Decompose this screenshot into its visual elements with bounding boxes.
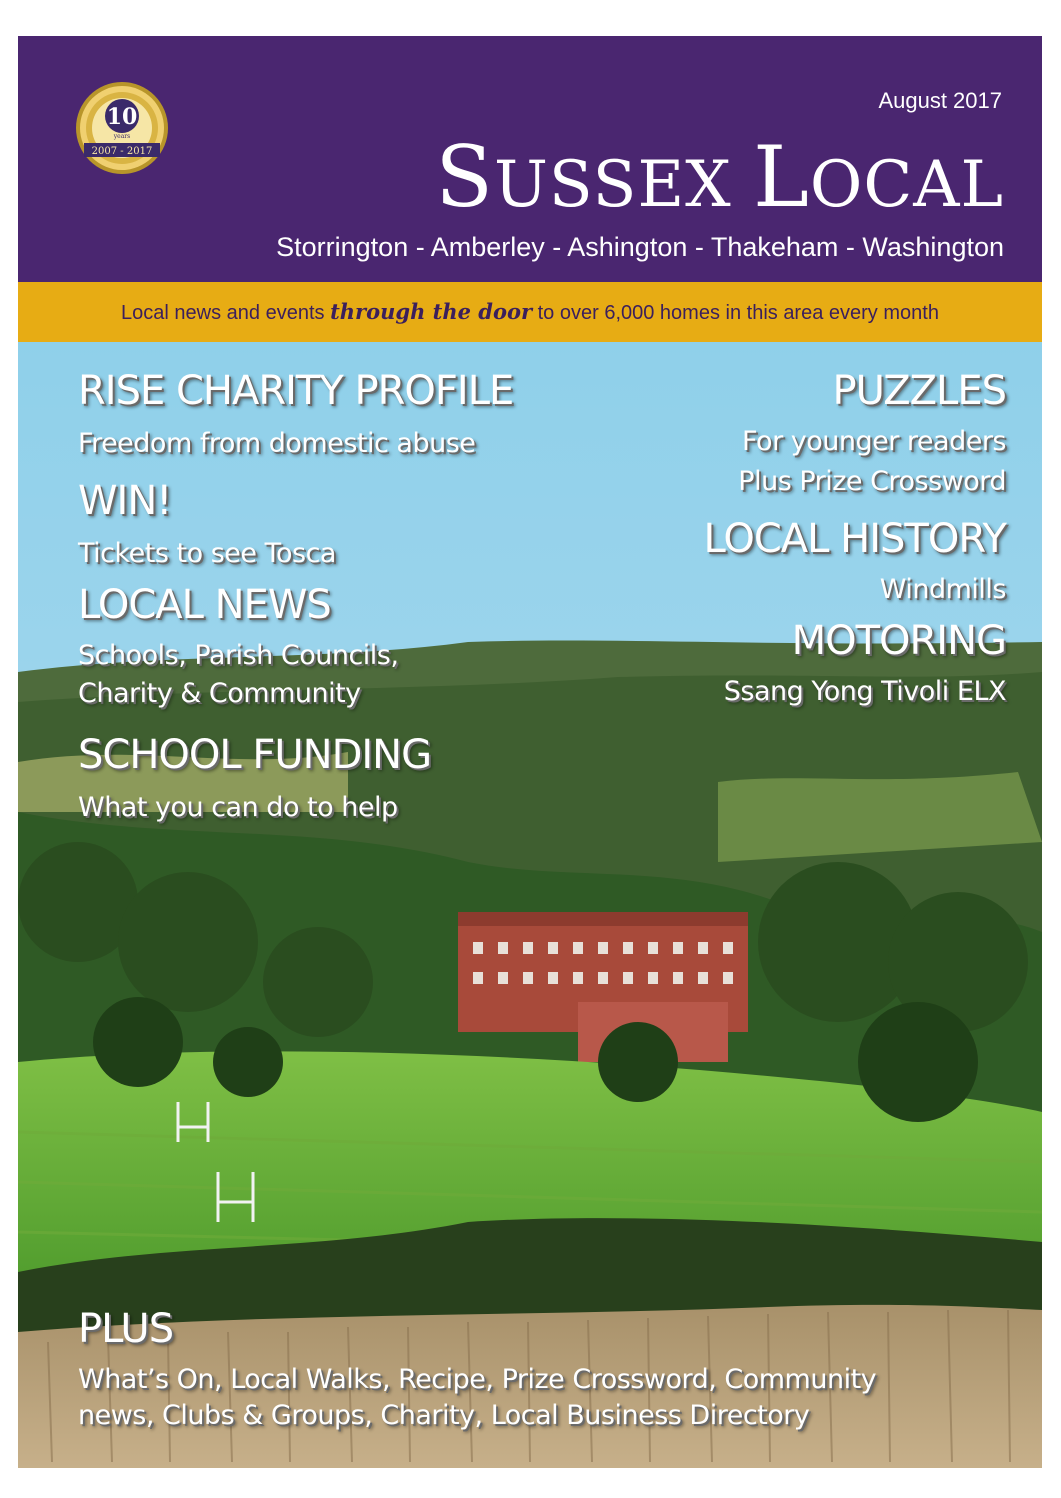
feature-school-funding-subtitle: What you can do to help	[78, 792, 398, 823]
feature-history-heading: LOCAL HISTORY	[703, 516, 1006, 562]
feature-school-funding-heading: SCHOOL FUNDING	[78, 732, 432, 778]
tagline-part-2: to over 6,000 homes in this area every month	[532, 302, 939, 324]
cover-photo	[18, 342, 1042, 1468]
feature-rise-subtitle: Freedom from domestic abuse	[78, 428, 476, 459]
badge-years: 2007 - 2017	[91, 146, 153, 157]
plus-line-1: What’s On, Local Walks, Recipe, Prize Crossword, Community	[78, 1364, 877, 1395]
tagline-part-1: Local news and events	[121, 302, 331, 324]
feature-history-subtitle: Windmills	[879, 574, 1006, 605]
tagline-strap	[18, 282, 1042, 342]
badge-number: 10	[106, 104, 138, 130]
plus-heading: PLUS	[78, 1306, 174, 1352]
issue-date: August 2017	[878, 88, 1002, 113]
tagline-emphasis: through the door	[330, 299, 533, 324]
feature-rise-heading: RISE CHARITY PROFILE	[78, 368, 514, 414]
plus-line-2: news, Clubs & Groups, Charity, Local Business Directory	[78, 1400, 810, 1431]
title-word-1: USSEX	[493, 148, 754, 222]
title-initial-l: L	[753, 128, 810, 226]
title-initial-s: S	[435, 128, 494, 226]
magazine-cover	[18, 36, 1042, 1468]
landscape-illustration	[18, 342, 1042, 1468]
anniversary-badge	[74, 80, 170, 176]
villages-list: Storrington - Amberley - Ashington - Thakeham - Washington	[276, 232, 1004, 262]
feature-local-news-line-1: Schools, Parish Councils,	[78, 640, 399, 671]
feature-puzzles-line-1: For younger readers	[741, 426, 1006, 457]
magazine-title	[435, 128, 1004, 226]
feature-local-news-line-2: Charity & Community	[78, 678, 361, 709]
feature-motoring-heading: MOTORING	[791, 618, 1006, 664]
title-word-2: OCAL	[809, 148, 1004, 222]
feature-puzzles-line-2: Plus Prize Crossword	[738, 466, 1006, 497]
feature-local-news-heading: LOCAL NEWS	[78, 582, 331, 628]
feature-puzzles-heading: PUZZLES	[832, 368, 1006, 414]
feature-motoring-subtitle: Ssang Yong Tivoli ELX	[723, 676, 1006, 707]
badge-ribbon: years	[113, 133, 131, 140]
masthead	[18, 36, 1042, 282]
feature-win-heading: WIN!	[78, 478, 172, 524]
feature-win-subtitle: Tickets to see Tosca	[78, 538, 336, 569]
